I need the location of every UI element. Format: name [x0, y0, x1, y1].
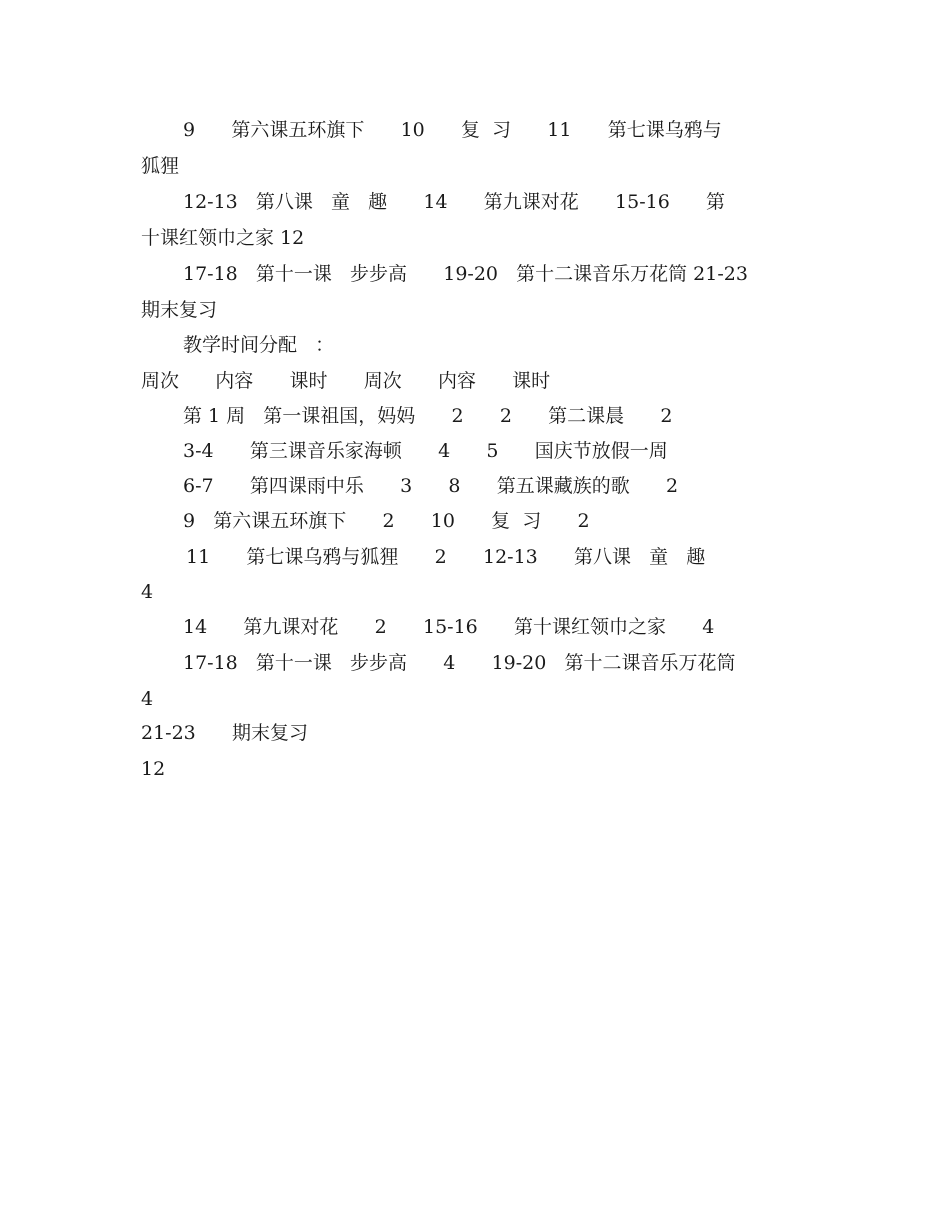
table-row: 14 第九课对花 2 15-16 第十课红领巾之家 4: [183, 616, 715, 638]
text-line: 期末复习: [141, 299, 218, 321]
text-line: 12-13 第八课 童 趣 14 第九课对花 15-16 第: [183, 191, 726, 213]
text-line: 9 第六课五环旗下 10 复 习 11 第七课乌鸦与: [183, 119, 722, 141]
text-line: 十课红领巾之家 12: [141, 227, 305, 249]
table-row-wrap: 4: [141, 581, 154, 603]
table-row: 11 第七课乌鸦与狐狸 2 12-13 第八课 童 趣: [186, 546, 706, 568]
text-line: 17-18 第十一课 步步高 19-20 第十二课音乐万花筒 21-23: [183, 263, 748, 285]
table-row: 第 1 周 第一课祖国，妈妈 2 2 第二课晨 2: [183, 405, 673, 427]
table-row: 6-7 第四课雨中乐 3 8 第五课藏族的歌 2: [183, 475, 679, 497]
table-row-wrap: 12: [141, 758, 166, 780]
table-row: 3-4 第三课音乐家海顿 4 5 国庆节放假一周: [183, 440, 668, 462]
table-row: 9 第六课五环旗下 2 10 复 习 2: [183, 510, 590, 532]
table-row: 17-18 第十一课 步步高 4 19-20 第十二课音乐万花筒: [183, 652, 736, 674]
table-header: 周次 内容 课时 周次 内容 课时: [141, 370, 551, 392]
text-line: 狐狸: [141, 155, 180, 177]
table-row: 21-23 期末复习: [141, 722, 309, 744]
table-row-wrap: 4: [141, 688, 154, 710]
section-heading: 教学时间分配 ：: [183, 334, 335, 356]
